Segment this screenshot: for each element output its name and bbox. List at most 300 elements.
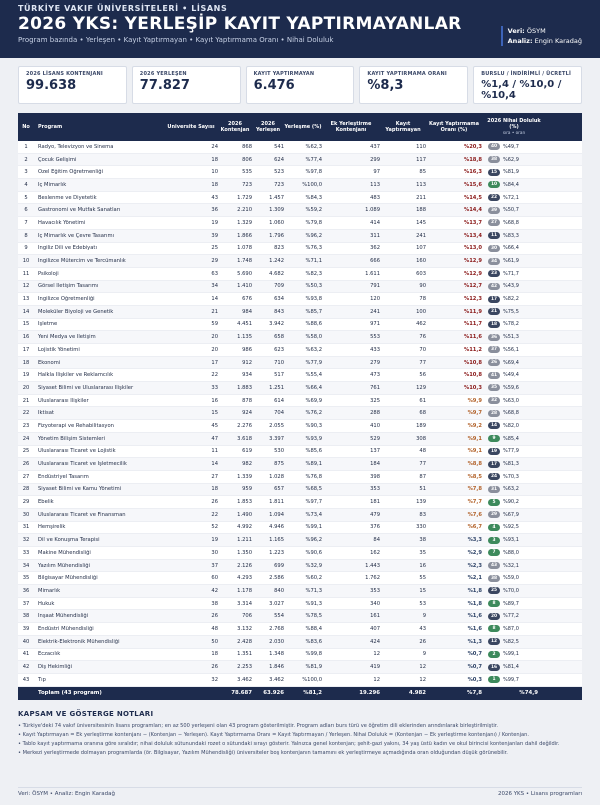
nonregistered-count: 330 [416, 524, 426, 531]
nonreg-rate: %2,9 [467, 549, 482, 556]
placed-value: 1.309 [269, 207, 284, 214]
placed-value: 1.457 [269, 194, 284, 201]
nonreg-rate: %9,7 [467, 410, 482, 417]
extra-quota: 279 [370, 359, 380, 366]
row-number: 28 [22, 486, 30, 493]
quota-value: 723 [242, 181, 252, 188]
program-name: Endüstri Mühendisliği [38, 625, 94, 632]
col-header-nonreg-rate: Kayıt Yaptırmama Oranı (%) [428, 121, 480, 133]
placement-rate: %55,4 [305, 372, 322, 379]
table-row [18, 433, 582, 446]
row-number: 41 [22, 651, 30, 658]
university-count: 43 [211, 194, 218, 201]
final-fill-cell [482, 575, 546, 582]
kpi-value: 99.638 [26, 78, 77, 93]
university-count: 34 [211, 283, 218, 290]
final-fill-value: %50,7 [503, 207, 519, 214]
final-fill-cell [482, 511, 546, 518]
placed-value: 1.846 [269, 664, 284, 671]
table-row [18, 522, 582, 535]
final-fill-cell [482, 587, 546, 594]
final-fill-value: %72,1 [503, 194, 519, 201]
placed-value: 2.055 [269, 422, 284, 429]
nonregistered-count: 145 [416, 219, 426, 226]
total-label: Toplam (43 program) [38, 690, 102, 697]
kpi-card-nonreg-rate [359, 66, 468, 104]
row-number: 34 [22, 562, 30, 569]
placed-value: 823 [274, 245, 284, 252]
nonreg-rate: %0,7 [467, 651, 482, 658]
nonregistered-count: 139 [416, 499, 426, 506]
table-row [18, 598, 582, 611]
placed-value: 4.682 [269, 270, 284, 277]
program-name: Bilgisayar Mühendisliği [38, 575, 98, 582]
program-name: Siyaset Bilimi ve Uluslararası İlişkiler [38, 384, 134, 391]
row-number: 7 [24, 219, 28, 226]
placed-value: 723 [274, 181, 284, 188]
table-row [18, 293, 582, 306]
table-row [18, 369, 582, 382]
final-fill-value: %67,9 [503, 511, 519, 518]
final-fill-value: %82,5 [503, 638, 519, 645]
quota-value: 984 [242, 308, 252, 315]
placement-rate: %78,5 [305, 613, 322, 620]
final-fill-cell [482, 600, 546, 607]
extra-quota: 483 [370, 194, 380, 201]
final-fill-cell [482, 181, 546, 188]
final-fill-value: %59,0 [503, 575, 519, 582]
nonreg-rate: %1,3 [467, 638, 482, 645]
program-name: Özel Eğitim Öğretmenliği [38, 169, 104, 176]
university-count: 18 [211, 181, 218, 188]
placed-value: 517 [274, 372, 284, 379]
extra-quota: 791 [370, 283, 380, 290]
nonregistered-count: 87 [419, 473, 426, 480]
quota-value: 1.351 [237, 651, 252, 658]
table-row [18, 509, 582, 522]
row-number: 42 [22, 664, 30, 671]
final-fill-value: %63,2 [503, 486, 519, 493]
final-fill-cell [482, 422, 546, 429]
placement-rate: %66,4 [305, 384, 322, 391]
page-footer [18, 787, 582, 797]
fill-rank-badge: 9 [488, 435, 500, 442]
col-header-extra-quota: Ek Yerleştirme Kontenjanı [330, 121, 372, 133]
row-number: 22 [22, 410, 30, 417]
table-row [18, 141, 582, 154]
nonreg-rate: %1,8 [467, 600, 482, 607]
nonreg-rate: %3,3 [467, 537, 482, 544]
quota-value: 676 [242, 296, 252, 303]
final-fill-value: %77,2 [503, 613, 519, 620]
university-count: 42 [211, 587, 218, 594]
placement-rate: %71,3 [305, 587, 322, 594]
final-fill-title: 2026 Nihai Doluluk (%) [487, 118, 541, 130]
final-fill-cell [482, 283, 546, 290]
page-subtitle: Program bazında • Yerleşen • Kayıt Yaptırmayan • Kayıt Yaptırmama Oranı • Nihai Doluluk [18, 36, 334, 44]
extra-quota: 529 [370, 435, 380, 442]
fill-rank-badge: 22 [488, 194, 500, 201]
table-row [18, 331, 582, 344]
fill-rank-badge: 31 [488, 486, 500, 493]
final-fill-cell [482, 397, 546, 404]
fill-rank-badge: 42 [488, 283, 500, 290]
placement-rate: %76,2 [305, 410, 322, 417]
extra-quota: 1.762 [365, 575, 380, 582]
nonreg-rate: %16,3 [464, 169, 482, 176]
kpi-card-scholarship [473, 66, 582, 104]
final-fill-value: %87,0 [503, 625, 519, 632]
extra-quota: 362 [370, 245, 380, 252]
final-fill-value: %49,4 [503, 372, 519, 379]
table-row [18, 243, 582, 256]
placed-value: 1.796 [269, 232, 284, 239]
fill-rank-badge: 17 [488, 461, 500, 468]
nonreg-rate: %11,9 [464, 308, 482, 315]
fill-rank-badge: 12 [488, 638, 500, 645]
placement-rate: %93,8 [305, 296, 322, 303]
placement-rate: %96,2 [305, 537, 322, 544]
row-number: 1 [24, 143, 28, 150]
placed-value: 541 [274, 143, 284, 150]
extra-quota: 473 [370, 372, 380, 379]
nonregistered-count: 110 [416, 143, 426, 150]
placement-rate: %32,9 [305, 562, 322, 569]
placed-value: 1.251 [269, 384, 284, 391]
row-number: 16 [22, 334, 30, 341]
university-count: 11 [211, 448, 218, 455]
note-item: • Türkiye'deki 74 vakıf üniversitesinin lisans programları; en az 500 yerleşeni olan 43 program gösterilmiştir. Program adları burs türü ve öğretim dili eklerinden arındırılarak birleştirilmiştir. [18, 722, 498, 729]
university-count: 19 [211, 219, 218, 226]
placement-rate: %97,8 [305, 169, 322, 176]
nonregistered-count: 603 [416, 270, 426, 277]
placement-rate: %58,0 [305, 334, 322, 341]
row-number: 29 [22, 499, 30, 506]
table-row [18, 547, 582, 560]
placement-rate: %88,4 [305, 625, 322, 632]
fill-rank-badge: 5 [488, 499, 500, 506]
nonreg-rate: %7,6 [467, 511, 482, 518]
row-number: 3 [24, 169, 28, 176]
table-row [18, 154, 582, 167]
table-row [18, 217, 582, 230]
nonregistered-count: 189 [416, 422, 426, 429]
final-fill-cell [482, 258, 546, 265]
nonregistered-count: 56 [419, 372, 426, 379]
fill-rank-badge: 26 [488, 359, 500, 366]
final-fill-value: %84,4 [503, 181, 519, 188]
row-number: 30 [22, 511, 30, 518]
fill-rank-badge: 30 [488, 245, 500, 252]
final-fill-cell [482, 232, 546, 239]
fill-rank-badge: 35 [488, 384, 500, 391]
nonreg-rate: %15,6 [464, 181, 482, 188]
placement-rate: %77,9 [305, 359, 322, 366]
row-number: 23 [22, 422, 30, 429]
table-row [18, 204, 582, 217]
nonreg-rate: %7,7 [467, 499, 482, 506]
fill-rank-badge: 39 [488, 207, 500, 214]
university-count: 29 [211, 258, 218, 265]
university-count: 26 [211, 613, 218, 620]
total-placed: 63.926 [263, 690, 284, 697]
kpi-card-nonregistered [246, 66, 355, 104]
final-fill-value: %70,0 [503, 587, 519, 594]
university-count: 60 [211, 575, 218, 582]
nonregistered-count: 55 [419, 575, 426, 582]
nonreg-rate: %14,5 [464, 194, 482, 201]
quota-value: 619 [242, 448, 252, 455]
university-count: 15 [211, 410, 218, 417]
extra-quota: 97 [373, 169, 380, 176]
extra-quota: 12 [373, 676, 380, 683]
nonregistered-count: 77 [419, 359, 426, 366]
table-row [18, 179, 582, 192]
quota-value: 1.078 [237, 245, 252, 252]
quota-value: 1.748 [237, 258, 252, 265]
nonreg-rate: %8,5 [467, 473, 482, 480]
quota-value: 3.462 [237, 676, 252, 683]
table-row [18, 572, 582, 585]
quota-value: 1.350 [237, 549, 252, 556]
table-row [18, 458, 582, 471]
total-extra-quota: 19.296 [359, 690, 380, 697]
university-count: 50 [211, 638, 218, 645]
fill-rank-badge: 14 [488, 422, 500, 429]
program-name: Yazılım Mühendisliği [38, 562, 90, 569]
placed-value: 523 [274, 169, 284, 176]
university-count: 30 [211, 549, 218, 556]
row-number: 27 [22, 473, 30, 480]
placed-value: 875 [274, 461, 284, 468]
col-header-nonregistered: Kayıt Yaptırmayan [385, 121, 421, 133]
row-number: 37 [22, 600, 30, 607]
final-fill-cell [482, 562, 546, 569]
kpi-card-placed [132, 66, 241, 104]
program-name: Diş Hekimliği [38, 664, 72, 671]
kpi-strip [0, 58, 600, 104]
final-fill-value: %93,1 [503, 537, 519, 544]
final-fill-cell [482, 372, 546, 379]
nonreg-rate: %8,8 [467, 461, 482, 468]
placement-rate: %96,2 [305, 232, 322, 239]
placed-value: 1.811 [269, 499, 284, 506]
program-name: İktisat [38, 410, 54, 417]
nonregistered-count: 308 [416, 435, 426, 442]
program-name: İngiliz Dili ve Edebiyatı [38, 245, 97, 252]
placement-rate: %97,7 [305, 499, 322, 506]
quota-value: 1.490 [237, 511, 252, 518]
quota-value: 1.883 [237, 384, 252, 391]
fill-rank-badge: 43 [488, 562, 500, 569]
program-name: Yeni Medya ve İletişim [38, 334, 96, 341]
university-count: 27 [211, 473, 218, 480]
nonreg-rate: %1,6 [467, 613, 482, 620]
program-name: Fizyoterapi ve Rehabilitasyon [38, 422, 114, 429]
program-name: Lojistik Yönetimi [38, 346, 80, 353]
quota-value: 2.253 [237, 664, 252, 671]
final-fill-cell [482, 156, 546, 163]
nonregistered-count: 48 [419, 448, 426, 455]
total-nonregistered: 4.982 [408, 690, 426, 697]
program-name: Hemşirelik [38, 524, 66, 531]
extra-quota: 12 [373, 651, 380, 658]
quota-value: 1.729 [237, 194, 252, 201]
table-row [18, 319, 582, 332]
quota-value: 3.618 [237, 435, 252, 442]
program-name: Uluslararası İlişkiler [38, 397, 89, 404]
extra-quota: 162 [370, 549, 380, 556]
placed-value: 1.223 [269, 549, 284, 556]
table-row [18, 281, 582, 294]
nonreg-rate: %13,7 [464, 219, 482, 226]
placed-value: 710 [274, 359, 284, 366]
extra-quota: 553 [370, 334, 380, 341]
fill-rank-badge: 20 [488, 613, 500, 620]
quota-value: 912 [242, 359, 252, 366]
nonreg-rate: %1,8 [467, 587, 482, 594]
fill-rank-badge: 36 [488, 334, 500, 341]
nonregistered-count: 15 [419, 587, 426, 594]
extra-quota: 311 [370, 232, 380, 239]
table-row [18, 484, 582, 497]
nonregistered-count: 188 [416, 207, 426, 214]
fill-rank-badge: 18 [488, 321, 500, 328]
university-count: 24 [211, 143, 218, 150]
program-name: İç Mimarlık [38, 181, 67, 188]
final-fill-cell [482, 625, 546, 632]
fill-rank-badge: 2 [488, 651, 500, 658]
final-fill-value: %82,2 [503, 296, 519, 303]
extra-quota: 1.089 [365, 207, 380, 214]
final-fill-value: %59,6 [503, 384, 519, 391]
program-name: İç Mimarlık ve Çevre Tasarımı [38, 232, 114, 239]
fill-rank-badge: 24 [488, 473, 500, 480]
extra-quota: 437 [370, 143, 380, 150]
final-fill-value: %68,8 [503, 410, 519, 417]
extra-quota: 761 [370, 384, 380, 391]
row-number: 31 [22, 524, 30, 531]
row-number: 43 [22, 676, 30, 683]
nonreg-rate: %11,6 [464, 334, 482, 341]
placed-value: 554 [274, 613, 284, 620]
program-name: Psikoloji [38, 270, 59, 277]
program-name: Ekonomi [38, 359, 61, 366]
kpi-value: %8,3 [367, 78, 404, 93]
program-name: İşletme [38, 321, 58, 328]
placement-rate: %68,5 [305, 486, 322, 493]
row-number: 32 [22, 537, 30, 544]
extra-quota: 414 [370, 219, 380, 226]
fill-rank-badge: 38 [488, 575, 500, 582]
quota-value: 4.293 [237, 575, 252, 582]
program-table [18, 113, 582, 700]
table-row [18, 471, 582, 484]
nonregistered-count: 76 [419, 334, 426, 341]
program-name: Ebelik [38, 499, 54, 506]
final-fill-cell [482, 499, 546, 506]
university-count: 22 [211, 372, 218, 379]
quota-value: 1.135 [237, 334, 252, 341]
final-fill-value: %49,7 [503, 143, 519, 150]
placed-value: 1.060 [269, 219, 284, 226]
placed-value: 2.586 [269, 575, 284, 582]
final-fill-value: %82,0 [503, 422, 519, 429]
program-name: İnşaat Mühendisliği [38, 613, 89, 620]
nonregistered-count: 90 [419, 283, 426, 290]
analysis-label: Analiz: [507, 37, 533, 45]
nonregistered-count: 43 [419, 625, 426, 632]
program-name: Uluslararası Ticaret ve Lojistik [38, 448, 116, 455]
program-name: Endüstriyel Tasarım [38, 473, 89, 480]
nonregistered-count: 51 [419, 486, 426, 493]
row-number: 40 [22, 638, 30, 645]
row-number: 17 [22, 346, 30, 353]
table-row [18, 496, 582, 509]
quota-value: 959 [242, 486, 252, 493]
final-fill-value: %90,2 [503, 499, 519, 506]
nonregistered-count: 9 [422, 613, 426, 620]
notes-title: KAPSAM VE GÖSTERGE NOTLARI [18, 709, 154, 718]
extra-quota: 410 [370, 422, 380, 429]
final-fill-value: %69,4 [503, 359, 519, 366]
quota-value: 4.992 [237, 524, 252, 531]
table-row [18, 407, 582, 420]
table-row [18, 420, 582, 433]
table-row [18, 166, 582, 179]
col-header-no: No [22, 124, 30, 130]
university-count: 32 [211, 676, 218, 683]
row-number: 25 [22, 448, 30, 455]
placed-value: 3.397 [269, 435, 284, 442]
program-name: Tıp [38, 676, 46, 683]
row-number: 38 [22, 613, 30, 620]
nonregistered-count: 16 [419, 562, 426, 569]
university-count: 37 [211, 562, 218, 569]
nonregistered-count: 9 [422, 651, 426, 658]
quota-value: 1.866 [237, 232, 252, 239]
table-row [18, 585, 582, 598]
final-fill-cell [482, 676, 546, 683]
row-number: 5 [24, 194, 28, 201]
kpi-value: %1,4 / %10,0 / %10,4 [481, 79, 562, 101]
university-count: 63 [211, 270, 218, 277]
fill-rank-badge: 1 [488, 676, 500, 683]
placed-value: 658 [274, 334, 284, 341]
quota-value: 924 [242, 410, 252, 417]
program-name: Eczacılık [38, 651, 61, 658]
program-name: İngilizce Öğretmenliği [38, 296, 95, 303]
row-number: 26 [22, 461, 30, 468]
extra-quota: 181 [370, 499, 380, 506]
placed-value: 3.462 [269, 676, 284, 683]
nonreg-rate: %10,8 [464, 359, 482, 366]
quota-value: 2.276 [237, 422, 252, 429]
university-count: 10 [211, 169, 218, 176]
table-row [18, 230, 582, 243]
placed-value: 699 [274, 562, 284, 569]
quota-value: 3.314 [237, 600, 252, 607]
university-count: 18 [211, 651, 218, 658]
placement-rate: %83,6 [305, 638, 322, 645]
placement-rate: %81,9 [305, 664, 322, 671]
final-fill-cell [482, 169, 546, 176]
university-count: 17 [211, 359, 218, 366]
placement-rate: %100,0 [302, 676, 322, 683]
extra-quota: 113 [370, 181, 380, 188]
university-count: 25 [211, 245, 218, 252]
row-number: 15 [22, 321, 30, 328]
